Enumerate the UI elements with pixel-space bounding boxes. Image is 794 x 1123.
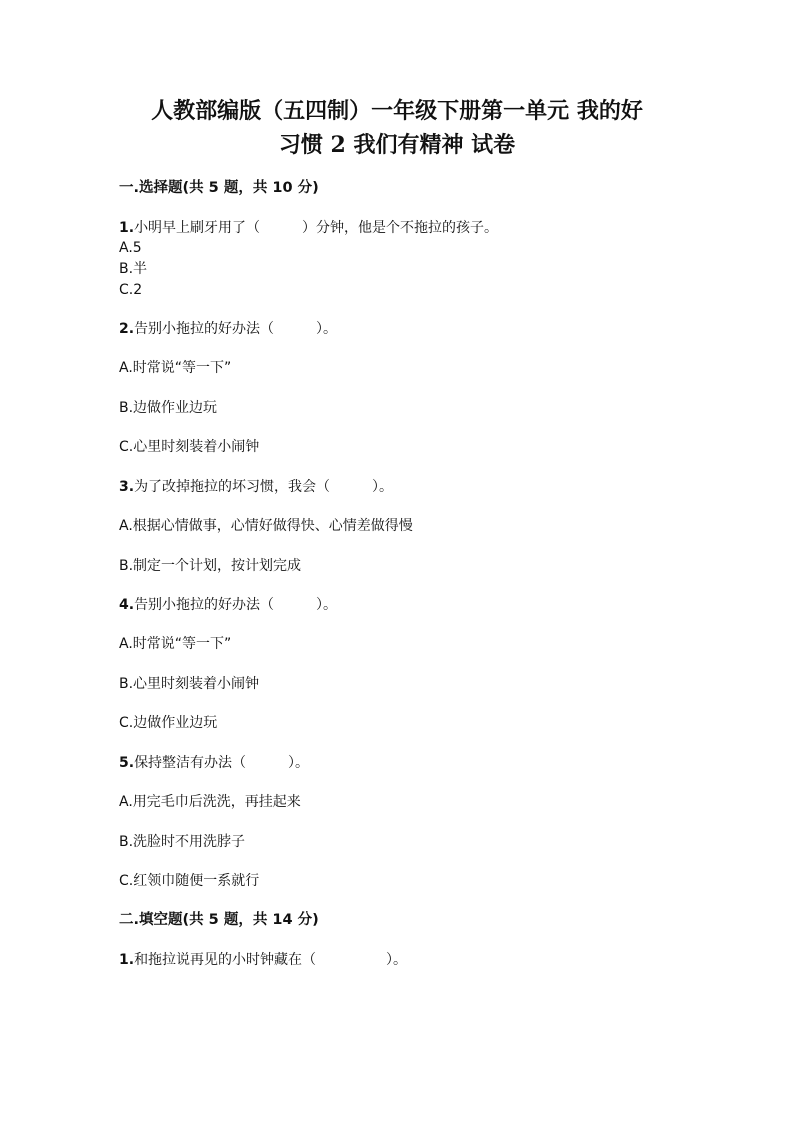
question-number: 5. <box>119 755 135 771</box>
option-b: B.心里时刻装着小闹钟 <box>119 676 260 692</box>
question-3 <box>119 477 393 497</box>
question-text: 和拖拉说再见的小时钟藏在（ ）。 <box>134 952 408 968</box>
option-c: C.2 <box>119 282 143 298</box>
question-4 <box>119 595 337 615</box>
question-5 <box>119 753 309 773</box>
question-number: 1. <box>119 220 135 236</box>
question-text: 保持整洁有办法（ ）。 <box>134 755 310 771</box>
question-number: 4. <box>119 597 135 613</box>
section-heading-fill-blank: 二.填空题(共 5 题，共 14 分) <box>119 912 319 928</box>
option-a: A.5 <box>119 240 142 256</box>
exam-title-line-2: 习惯 2 我们有精神 试卷 <box>278 132 516 158</box>
question-number: 1. <box>119 952 135 968</box>
option-a: A.时常说“等一下” <box>119 360 232 376</box>
option-c: C.心里时刻装着小闹钟 <box>119 439 260 455</box>
question-text: 为了改掉拖拉的坏习惯，我会（ ）。 <box>134 479 394 495</box>
option-c: C.边做作业边玩 <box>119 715 218 731</box>
option-b: B.边做作业边玩 <box>119 400 218 416</box>
section-heading-choice: 一.选择题(共 5 题，共 10 分) <box>119 180 319 196</box>
option-b: B.制定一个计划，按计划完成 <box>119 558 302 574</box>
option-c: C.红领巾随便一系就行 <box>119 873 260 889</box>
option-a: A.用完毛巾后洗洗，再挂起来 <box>119 794 301 810</box>
exam-title-line-1: 人教部编版（五四制）一年级下册第一单元 我的好 <box>151 98 643 124</box>
question-text: 告别小拖拉的好办法（ ）。 <box>134 321 338 337</box>
option-b: B.洗脸时不用洗脖子 <box>119 834 246 850</box>
option-a: A.时常说“等一下” <box>119 636 232 652</box>
question-number: 3. <box>119 479 135 495</box>
option-b: B.半 <box>119 261 148 277</box>
question-number: 2. <box>119 321 135 337</box>
option-a: A.根据心情做事，心情好做得快、心情差做得慢 <box>119 518 413 534</box>
question-1 <box>119 218 498 238</box>
question-text: 告别小拖拉的好办法（ ）。 <box>134 597 338 613</box>
question-text: 小明早上刷牙用了（ ）分钟，他是个不拖拉的孩子。 <box>134 220 499 236</box>
question-2 <box>119 319 337 339</box>
fill-question-1 <box>119 950 407 970</box>
